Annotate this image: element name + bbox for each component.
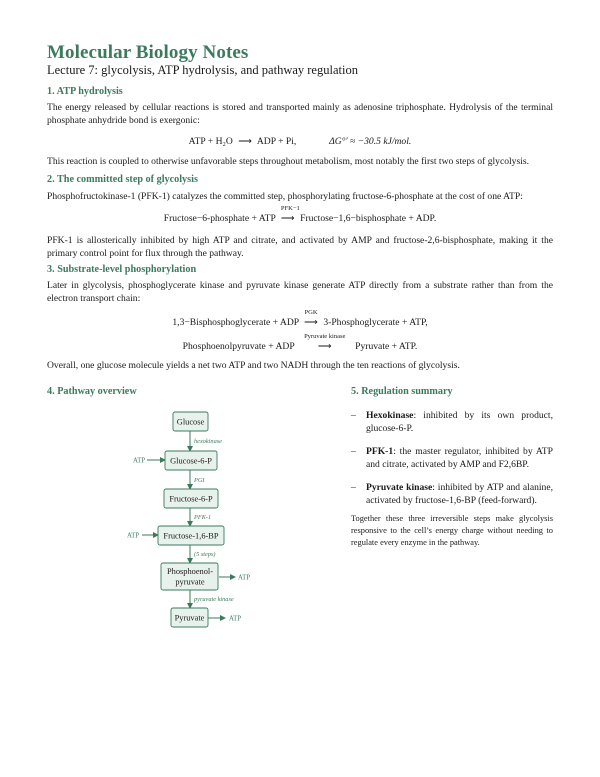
section-2-paragraph-2: PFK-1 is allosterically inhibited by high ATP and citrate, and activated by AMP and fructose-2,6-bisphosphate, making it the primary control point for flux through the pathway.: [47, 235, 553, 260]
atp-input-label-1: ATP: [133, 457, 146, 465]
reaction-arrow: ⟶ PGK: [304, 309, 318, 328]
reaction-arrow: ⟶: [238, 136, 252, 147]
node-pyruvate: Pyruvate: [174, 613, 205, 623]
section-2-paragraph: Phosphofructokinase-1 (PFK-1) catalyzes the committed step, phosphorylating fructose-6-phosphate at the cost of one ATP:: [47, 191, 523, 202]
node-fructose-1-6-bp: Fructose-1,6-BP: [163, 531, 219, 541]
regulation-text: : inhibited by its own product, glucose-6-P.: [366, 410, 553, 435]
pgk-equation: [0, 309, 600, 328]
atp-output-label-2: ATP: [229, 615, 242, 623]
atp-input-label-2: ATP: [127, 532, 140, 540]
regulation-list: [351, 409, 553, 516]
enzyme-hexokinase: hexokinase: [194, 438, 222, 445]
node-glucose-6-p: Glucose-6-P: [170, 456, 212, 466]
list-dash: –: [351, 445, 356, 457]
section-2-heading: 2. The committed step of glycolysis: [47, 174, 198, 185]
atp-output-label-1: ATP: [238, 574, 251, 582]
regulation-name: Pyruvate kinase: [366, 481, 433, 493]
glycolysis-pathway-diagram: [110, 405, 280, 635]
arrow-label: Pyruvate kinase: [304, 333, 346, 340]
regulation-item-pyruvate-kinase: [351, 481, 553, 508]
list-dash: –: [351, 481, 356, 493]
section-3-heading: 3. Substrate-level phosphorylation: [47, 264, 197, 275]
equation-rhs: Pyruvate + ATP.: [355, 341, 418, 352]
enzyme-pgi: PGI: [194, 477, 205, 484]
section-3-paragraph-2: Overall, one glucose molecule yields a net two ATP and two NADH through the ten reactions of glycolysis.: [47, 360, 460, 371]
regulation-name: Hexokinase: [366, 410, 414, 421]
section-3-paragraph: Later in glycolysis, phosphoglycerate kinase and pyruvate kinase generate ATP directly from a substrate rather than from the electron transport chain:: [47, 280, 553, 305]
node-pyruvate-line2: pyruvate: [175, 577, 205, 587]
regulation-item-hexokinase: [351, 409, 553, 436]
reaction-arrow: ⟶ Pyruvate kinase: [300, 341, 350, 352]
section-4-heading: 4. Pathway overview: [47, 386, 137, 397]
equation-lhs: Phosphoenolpyruvate + ADP: [182, 341, 295, 352]
regulation-item-pfk1: [351, 445, 553, 472]
arrow-label: PFK−1: [280, 205, 300, 212]
delta-g-value: ΔG°′ ≈ −30.5 kJ/mol.: [329, 136, 412, 147]
regulation-name: PFK-1: [366, 445, 394, 457]
section-5-heading: 5. Regulation summary: [351, 386, 453, 397]
reaction-arrow: ⟶ PFK−1: [280, 205, 300, 224]
section-1-paragraph-2: This reaction is coupled to otherwise unfavorable steps throughout metabolism, most notably the first two steps of glycolysis.: [47, 156, 530, 167]
page-title: Molecular Biology Notes: [47, 42, 249, 63]
pyruvate-kinase-equation: [0, 333, 600, 352]
equation-rhs: 3-Phosphoglycerate + ATP,: [323, 317, 428, 328]
arrow-label: PGK: [304, 309, 318, 316]
section-1-heading: 1. ATP hydrolysis: [47, 86, 123, 97]
equation-lhs: ATP + H₂O: [188, 136, 233, 147]
section-1-paragraph: The energy released by cellular reactions is stored and transported mainly as adenosine triphosphate. Hydrolysis of the terminal phosphate anhydride bond is exergonic:: [47, 102, 553, 127]
enzyme-5-steps: (5 steps): [194, 551, 216, 558]
regulation-text: : the master regulator, inhibited by ATP and citrate, activated by AMP and F2,6BP.: [366, 445, 553, 471]
atp-hydrolysis-equation: [0, 136, 600, 147]
pfk1-equation: [0, 205, 600, 224]
node-glucose: Glucose: [176, 417, 205, 427]
node-phosphoenol: Phosphoenol-: [166, 567, 214, 576]
page-subtitle: Lecture 7: glycolysis, ATP hydrolysis, and pathway regulation: [47, 63, 358, 77]
regulation-note: Together these three irreversible steps make glycolysis responsive to the cell’s energy charge without needing to regulate every enzyme in the pathway.: [351, 514, 553, 547]
equation-lhs: 1,3−Bisphosphoglycerate + ADP: [172, 317, 299, 328]
node-fructose-6-p: Fructose-6-P: [169, 494, 213, 504]
regulation-text: : inhibited by ATP and alanine, activated by fructose-1,6-BP (feed-forward).: [366, 481, 554, 507]
list-dash: –: [351, 410, 356, 421]
equation-rhs: ADP + Pi,: [256, 136, 297, 147]
enzyme-pfk1: PFK-1: [194, 514, 212, 521]
equation-rhs: Fructose−1,6−bisphosphate + ADP.: [300, 213, 437, 224]
equation-lhs: Fructose−6-phosphate + ATP: [163, 213, 276, 224]
enzyme-pyruvate-kinase: pyruvate kinase: [194, 596, 234, 603]
